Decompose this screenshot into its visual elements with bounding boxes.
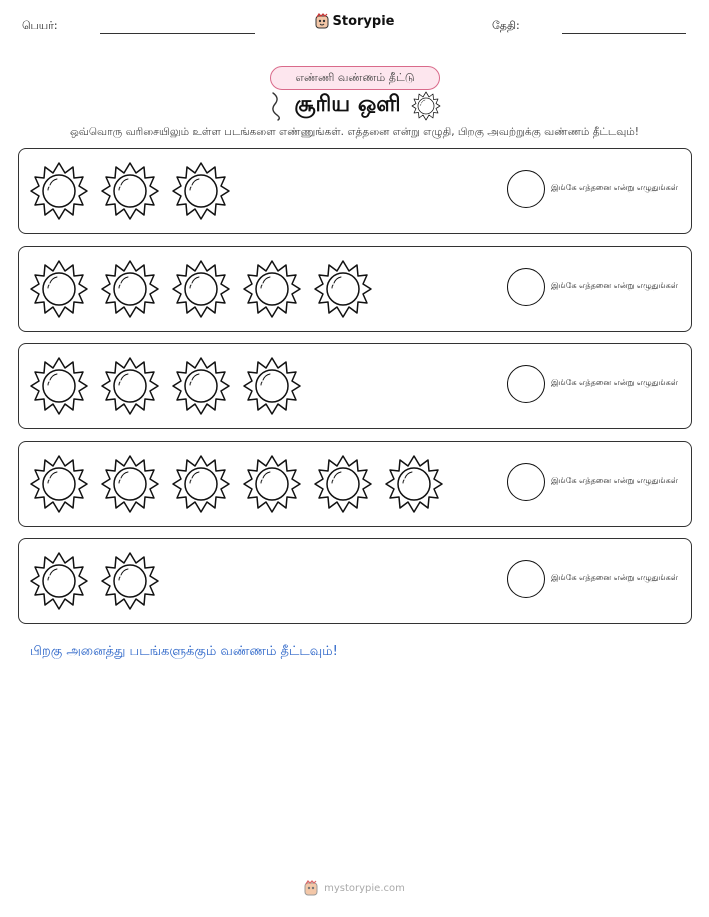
squiggle-icon xyxy=(268,91,284,121)
sun-icon[interactable] xyxy=(242,356,302,416)
sun-icon[interactable] xyxy=(242,259,302,319)
sun-icon[interactable] xyxy=(29,551,89,611)
answer-hint: இங்கே எத்தனை என்று எழுதுங்கள் xyxy=(551,281,678,290)
answer-circle[interactable] xyxy=(507,560,545,598)
activity-tag xyxy=(270,66,440,90)
sun-icon[interactable] xyxy=(100,356,160,416)
counting-row xyxy=(18,148,692,234)
brand xyxy=(0,13,709,29)
counting-row xyxy=(18,246,692,332)
counting-row xyxy=(18,441,692,527)
sun-icon[interactable] xyxy=(242,454,302,514)
sun-icon[interactable] xyxy=(171,161,231,221)
answer-circle[interactable] xyxy=(507,268,545,306)
activity-tag-label: எண்ணி வண்ணம் தீட்டு xyxy=(295,70,415,84)
name-label: பெயர்: xyxy=(22,19,58,32)
sun-group xyxy=(29,161,231,221)
sun-icon[interactable] xyxy=(29,356,89,416)
answer-hint: இங்கே எத்தனை என்று எழுதுங்கள் xyxy=(551,573,678,582)
answer-circle[interactable] xyxy=(507,463,545,501)
date-label: தேதி: xyxy=(492,19,520,32)
name-line[interactable] xyxy=(100,33,255,34)
sun-icon[interactable] xyxy=(100,454,160,514)
page-title xyxy=(0,91,709,121)
site-url[interactable]: mystorypie.com xyxy=(324,882,405,894)
counting-row xyxy=(18,538,692,624)
date-line[interactable] xyxy=(562,33,686,34)
sun-icon[interactable] xyxy=(100,551,160,611)
footer-note: பிறகு அனைத்து படங்களுக்கும் வண்ணம் தீட்டவும்! xyxy=(30,644,338,659)
sun-icon[interactable] xyxy=(171,454,231,514)
storypie-logo-icon xyxy=(304,880,318,896)
sun-group xyxy=(29,454,444,514)
sun-group xyxy=(29,259,373,319)
sun-icon[interactable] xyxy=(29,161,89,221)
sun-icon[interactable] xyxy=(100,161,160,221)
answer-hint: இங்கே எத்தனை என்று எழுதுங்கள் xyxy=(551,183,678,192)
storypie-logo-icon xyxy=(315,13,329,29)
site-footer xyxy=(0,880,709,896)
brand-name: Storypie xyxy=(332,13,395,29)
sun-icon[interactable] xyxy=(100,259,160,319)
answer-circle[interactable] xyxy=(507,170,545,208)
page-title-text: சூரிய ஒளி xyxy=(294,92,401,117)
instruction-text: ஒவ்வொரு வரிசையிலும் உள்ள படங்களை எண்ணுங்கள். எத்தனை என்று எழுதி, பிறகு அவற்றுக்கு வண்ணம் தீட்டவும்! xyxy=(70,126,639,138)
answer-circle[interactable] xyxy=(507,365,545,403)
sun-icon[interactable] xyxy=(313,259,373,319)
answer-hint: இங்கே எத்தனை என்று எழுதுங்கள் xyxy=(551,378,678,387)
sun-group xyxy=(29,356,302,416)
sun-icon xyxy=(411,91,441,121)
counting-row xyxy=(18,343,692,429)
sun-icon[interactable] xyxy=(29,454,89,514)
answer-hint: இங்கே எத்தனை என்று எழுதுங்கள் xyxy=(551,476,678,485)
sun-icon[interactable] xyxy=(29,259,89,319)
sun-icon[interactable] xyxy=(171,259,231,319)
sun-group xyxy=(29,551,160,611)
sun-icon[interactable] xyxy=(384,454,444,514)
sun-icon[interactable] xyxy=(171,356,231,416)
sun-icon[interactable] xyxy=(313,454,373,514)
